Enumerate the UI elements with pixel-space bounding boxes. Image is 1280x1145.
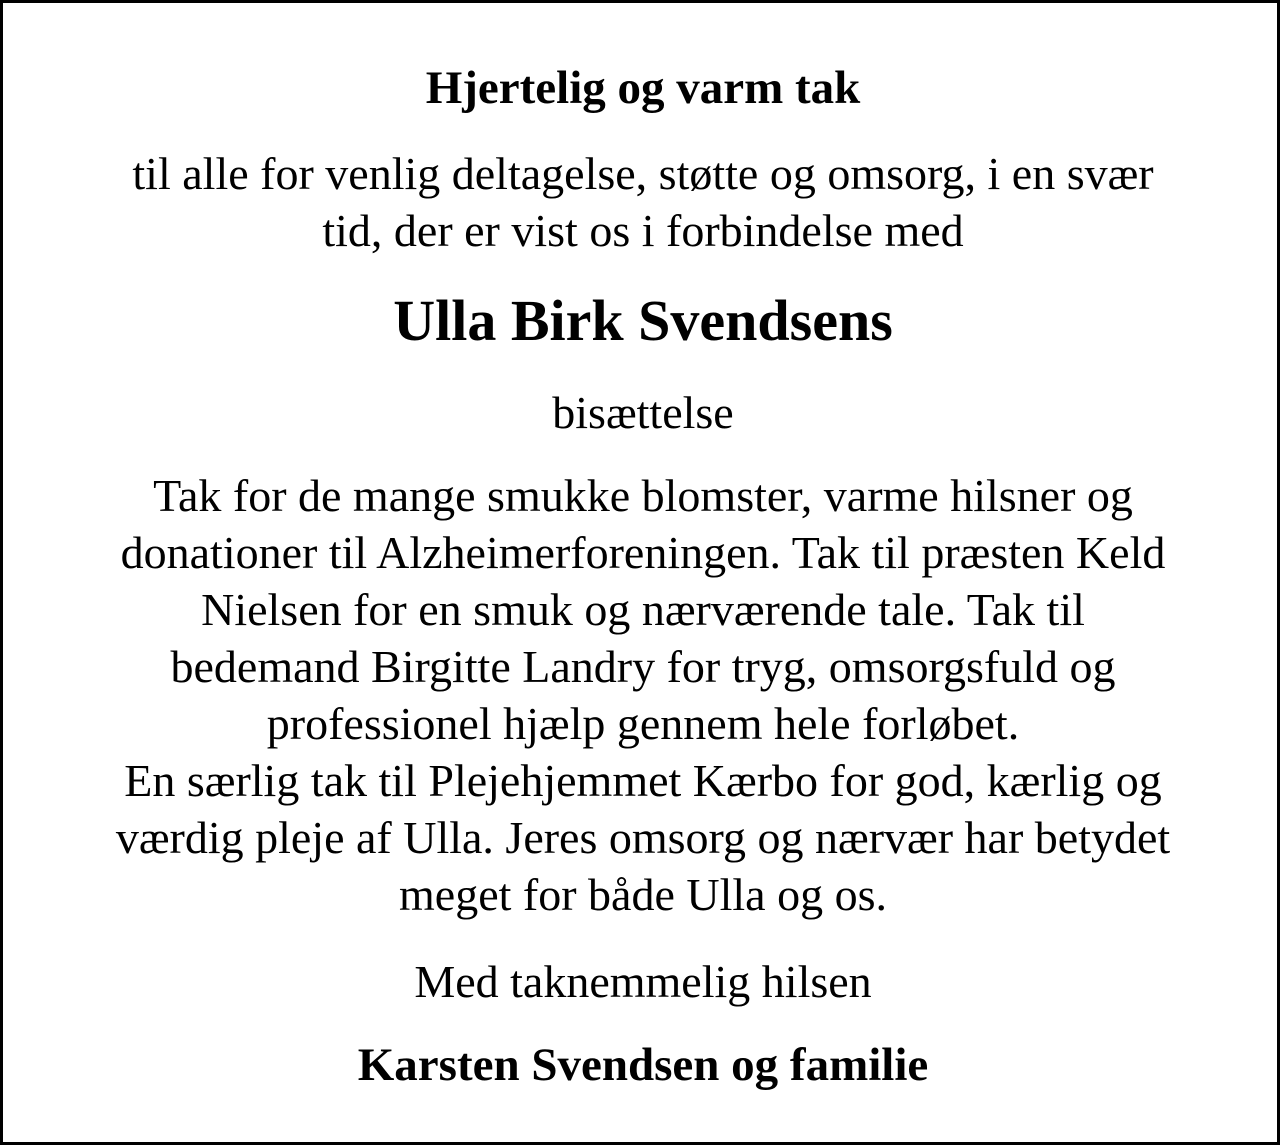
thanks-line: Tak for de mange smukke blomster, varme hilsner og bbox=[153, 470, 1133, 521]
thanks-line: En særlig tak til Plejehjemmet Kærbo for god, kærlig og bbox=[124, 755, 1162, 806]
intro-line: til alle for venlig deltagelse, støtte og omsorg, i en svær bbox=[132, 148, 1154, 199]
notice-heading: Hjertelig og varm tak bbox=[425, 62, 861, 114]
thanks-line: bedemand Birgitte Landry for tryg, omsorgsfuld og bbox=[170, 641, 1116, 692]
thanks-line: donationer til Alzheimerforeningen. Tak til præsten Keld bbox=[120, 527, 1166, 578]
thanks-line: værdig pleje af Ulla. Jeres omsorg og nærvær har betydet bbox=[115, 812, 1171, 863]
closing-greeting: Med taknemmelig hilsen bbox=[414, 956, 872, 1007]
thanks-line: meget for både Ulla og os. bbox=[399, 869, 887, 920]
thanks-line: Nielsen for en smuk og nærværende tale. Tak til bbox=[201, 584, 1085, 635]
deceased-name: Ulla Birk Svendsens bbox=[393, 288, 893, 353]
intro-line: tid, der er vist os i forbindelse med bbox=[322, 205, 964, 256]
thanks-line: professionel hjælp gennem hele forløbet. bbox=[266, 698, 1020, 749]
signature: Karsten Svendsen og familie bbox=[357, 1039, 929, 1091]
ceremony-label: bisættelse bbox=[552, 387, 734, 438]
